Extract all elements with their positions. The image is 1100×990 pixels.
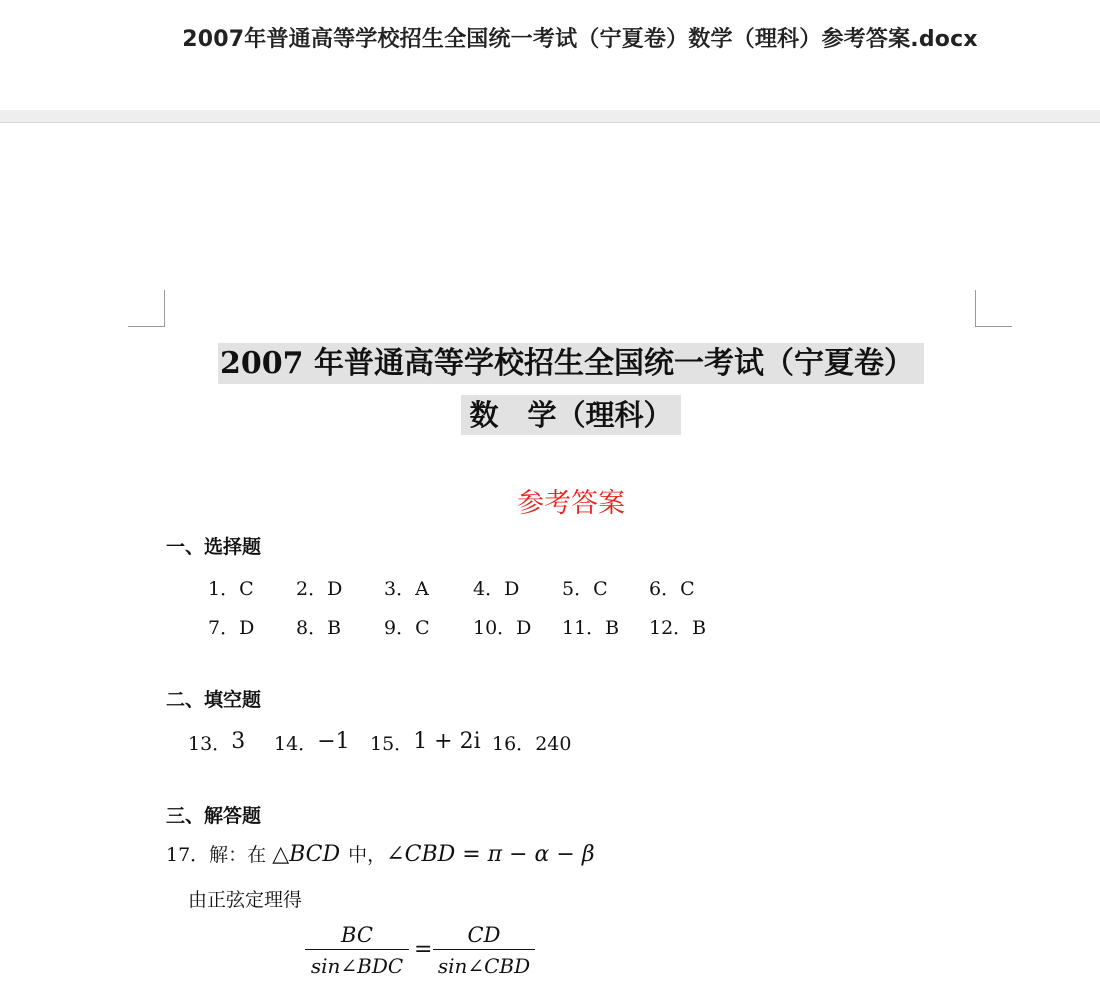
section-heading-solution: 三、解答题 <box>166 805 262 827</box>
fraction-bar <box>305 949 409 950</box>
fill-answer <box>188 729 245 756</box>
fraction-denominator: sin∠BDC <box>310 954 404 978</box>
mc-answer: 1．C <box>208 578 254 600</box>
fill-answer-value: −1 <box>317 729 350 754</box>
q17-prefix: 17．解：在 <box>166 844 267 866</box>
fraction-numerator: BC <box>341 923 373 947</box>
sine-law-text: 由正弦定理得 <box>188 889 303 911</box>
fraction-bc-over-sin-bdc <box>305 923 409 978</box>
q17-mid: 中， <box>348 844 387 866</box>
fill-answer <box>492 729 571 756</box>
fraction-cd-over-sin-cbd <box>433 923 535 978</box>
fill-answer-value: 3 <box>231 729 246 754</box>
doc-title-line1: 2007 年普通高等学校招生全国统一考试（宁夏卷） <box>0 338 1100 382</box>
equals-sign: = <box>414 937 433 962</box>
document-page <box>0 123 1100 990</box>
mc-answer: 12．B <box>649 617 707 639</box>
fraction-denominator: sin∠CBD <box>437 954 531 978</box>
fill-answer-number: 16． <box>492 733 536 755</box>
mc-answer: 8．B <box>296 617 342 639</box>
fraction-numerator: CD <box>467 923 501 947</box>
question-17-line <box>166 840 595 867</box>
section-heading-fill: 二、填空题 <box>166 689 262 711</box>
mc-answer: 6．C <box>649 578 695 600</box>
fill-answer-number: 13． <box>188 733 232 755</box>
document-filename: 2007年普通高等学校招生全国统一考试（宁夏卷）数学（理科）参考答案.docx <box>182 27 978 52</box>
mc-answer: 4．D <box>473 578 520 600</box>
doc-title-line2: 数 学（理科） <box>0 393 1100 434</box>
toolbar-divider <box>0 110 1100 123</box>
fill-answer-number: 14． <box>274 733 318 755</box>
margin-corner-top-left <box>128 290 165 327</box>
answer-heading: 参考答案 <box>517 488 625 519</box>
section-heading-choice: 一、选择题 <box>166 536 262 558</box>
q17-triangle: △BCD <box>272 842 341 867</box>
margin-corner-top-right <box>975 290 1012 327</box>
mc-answer: 3．A <box>384 578 429 600</box>
fill-answer <box>370 729 481 756</box>
mc-answer: 10．D <box>473 617 532 639</box>
fill-answer-number: 15． <box>370 733 414 755</box>
title-bar <box>0 0 1100 110</box>
fill-answer-value: 240 <box>535 733 572 755</box>
fill-answer <box>274 729 350 756</box>
mc-answer: 5．C <box>562 578 608 600</box>
q17-angle-formula: ∠CBD = π − α − β <box>386 842 595 867</box>
mc-answer: 9．C <box>384 617 430 639</box>
fill-answer-value: 1 + 2i <box>413 729 481 754</box>
fraction-bar <box>433 949 535 950</box>
mc-answer: 11．B <box>562 617 620 639</box>
mc-answer: 2．D <box>296 578 343 600</box>
mc-answer: 7．D <box>208 617 255 639</box>
